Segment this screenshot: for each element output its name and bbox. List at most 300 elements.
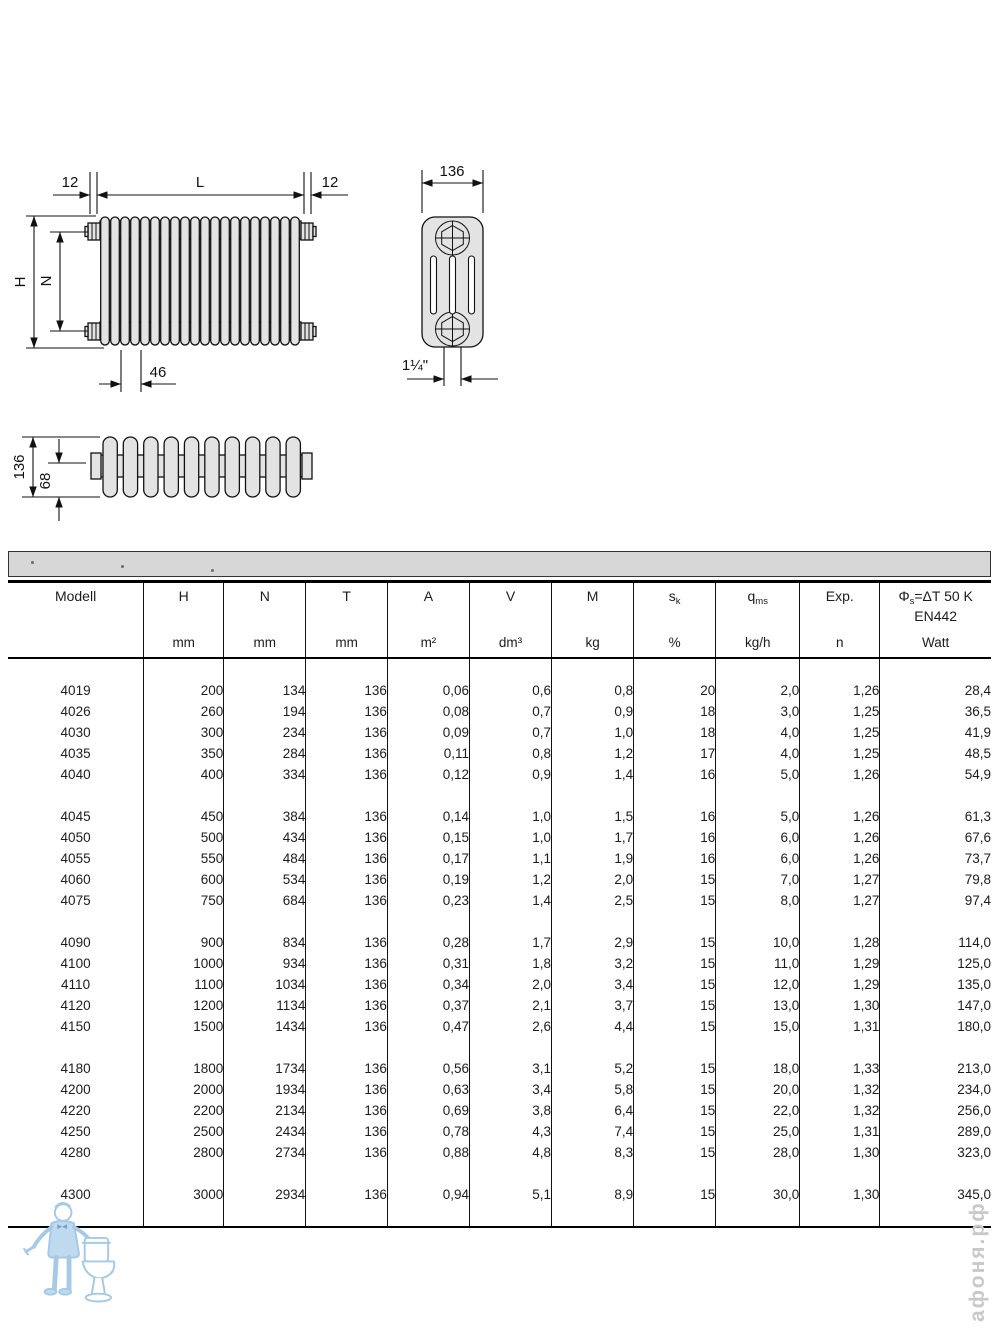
- value-cell: 0,09: [387, 722, 469, 743]
- spacer-cell: [634, 1205, 716, 1227]
- value-cell: 136: [306, 1184, 388, 1205]
- value-cell: 136: [306, 1100, 388, 1121]
- value-cell: 15: [634, 1121, 716, 1142]
- spacer-cell: [880, 1037, 991, 1058]
- spacer-cell: [144, 658, 224, 680]
- table-row-model-4150: [8, 1016, 991, 1037]
- value-cell: 1,32: [800, 1100, 880, 1121]
- model-cell: 4300: [60, 1187, 91, 1202]
- radiator-front-view: [12, 172, 348, 392]
- column-header-8: $q_{ms}$ kg/h: [716, 582, 800, 659]
- value-cell: 48,5: [880, 743, 991, 764]
- model-cell: 4055: [60, 851, 91, 866]
- spacer-cell: [469, 911, 551, 932]
- value-cell: 15: [634, 995, 716, 1016]
- header-row: [8, 582, 991, 659]
- value-cell: 323,0: [880, 1142, 991, 1163]
- value-cell: 136: [306, 953, 388, 974]
- value-cell: 15: [634, 1184, 716, 1205]
- dim-label-nipple-distance: N: [38, 275, 55, 287]
- value-cell: 67,6: [880, 827, 991, 848]
- spacer-cell: [634, 785, 716, 806]
- value-cell: 13,0: [716, 995, 800, 1016]
- value-cell: 1,26: [800, 680, 880, 701]
- value-cell: 4,0: [716, 722, 800, 743]
- spacer-cell: [144, 785, 224, 806]
- value-cell: 684: [224, 890, 306, 911]
- value-cell: 289,0: [880, 1121, 991, 1142]
- value-cell: 1,30: [800, 995, 880, 1016]
- model-cell: 4100: [60, 956, 91, 971]
- value-cell: 1,7: [469, 932, 551, 953]
- value-cell: 3,2: [552, 953, 634, 974]
- radiator-side-view: [402, 163, 498, 386]
- value-cell: 2,5: [552, 890, 634, 911]
- value-cell: 1,1: [469, 848, 551, 869]
- value-cell: 3,0: [716, 701, 800, 722]
- table-row-model-4030: [8, 722, 991, 743]
- spacer-cell: [800, 1037, 880, 1058]
- value-cell: 3,7: [552, 995, 634, 1016]
- value-cell: 5,1: [469, 1184, 551, 1205]
- value-cell: 15: [634, 1058, 716, 1079]
- spacer-row: [8, 911, 991, 932]
- value-cell: 2434: [224, 1121, 306, 1142]
- value-cell: 1,28: [800, 932, 880, 953]
- spacer-cell: [306, 1163, 388, 1184]
- value-cell: 234: [224, 722, 306, 743]
- model-cell: 4120: [60, 998, 91, 1013]
- value-cell: 5,0: [716, 806, 800, 827]
- value-cell: 3,4: [552, 974, 634, 995]
- table-row-model-4019: [8, 680, 991, 701]
- spacer-cell: [716, 911, 800, 932]
- spacer-row: [8, 1163, 991, 1184]
- model-cell: 4220: [60, 1103, 91, 1118]
- model-cell: 4030: [60, 725, 91, 740]
- model-cell: 4090: [60, 935, 91, 950]
- value-cell: 4,3: [469, 1121, 551, 1142]
- value-cell: 22,0: [716, 1100, 800, 1121]
- spacer-cell: [634, 911, 716, 932]
- table-title-banner: [8, 551, 991, 577]
- table-row-model-4055: [8, 848, 991, 869]
- model-cell: 4250: [60, 1124, 91, 1139]
- site-watermark-text: афоня.рф: [966, 1201, 989, 1322]
- dim-label-margin-right: 12: [321, 174, 339, 191]
- spacer-cell: [552, 911, 634, 932]
- table-row-model-4040: [8, 764, 991, 785]
- value-cell: 136: [306, 1079, 388, 1100]
- value-cell: 1,8: [469, 953, 551, 974]
- value-cell: 2500: [144, 1121, 224, 1142]
- column-header-1: H mm: [144, 582, 224, 659]
- value-cell: 1934: [224, 1079, 306, 1100]
- value-cell: 1,27: [800, 869, 880, 890]
- spacer-cell: [144, 1037, 224, 1058]
- value-cell: 256,0: [880, 1100, 991, 1121]
- spacer-cell: [306, 911, 388, 932]
- value-cell: 450: [144, 806, 224, 827]
- value-cell: 1,25: [800, 701, 880, 722]
- value-cell: 18,0: [716, 1058, 800, 1079]
- spacer-cell: [387, 1205, 469, 1227]
- value-cell: 15: [634, 1100, 716, 1121]
- spacer-cell: [469, 1163, 551, 1184]
- value-cell: 61,3: [880, 806, 991, 827]
- spec-table: [8, 580, 991, 1228]
- value-cell: 284: [224, 743, 306, 764]
- value-cell: 147,0: [880, 995, 991, 1016]
- value-cell: 6,4: [552, 1100, 634, 1121]
- spacer-row: [8, 1037, 991, 1058]
- value-cell: 3,1: [469, 1058, 551, 1079]
- value-cell: 125,0: [880, 953, 991, 974]
- value-cell: 180,0: [880, 1016, 991, 1037]
- value-cell: 16: [634, 827, 716, 848]
- column-header-5: V dm³: [469, 582, 551, 659]
- value-cell: 1,30: [800, 1184, 880, 1205]
- value-cell: 17: [634, 743, 716, 764]
- value-cell: 300: [144, 722, 224, 743]
- spacer-cell: [144, 1163, 224, 1184]
- dim-label-hub-depth: 68: [37, 472, 54, 490]
- table-row-model-4110: [8, 974, 991, 995]
- value-cell: 18: [634, 722, 716, 743]
- value-cell: 484: [224, 848, 306, 869]
- value-cell: 25,0: [716, 1121, 800, 1142]
- spacer-cell: [8, 658, 144, 680]
- table-row-model-4100: [8, 953, 991, 974]
- value-cell: 1,0: [469, 806, 551, 827]
- spacer-cell: [880, 785, 991, 806]
- value-cell: 0,9: [469, 764, 551, 785]
- value-cell: 2800: [144, 1142, 224, 1163]
- spacer-cell: [716, 1205, 800, 1227]
- value-cell: 4,8: [469, 1142, 551, 1163]
- value-cell: 1100: [144, 974, 224, 995]
- spacer-cell: [716, 1037, 800, 1058]
- spacer-cell: [634, 658, 716, 680]
- table-row-model-4120: [8, 995, 991, 1016]
- value-cell: 136: [306, 701, 388, 722]
- value-cell: 1,4: [552, 764, 634, 785]
- value-cell: 0,69: [387, 1100, 469, 1121]
- value-cell: 0,28: [387, 932, 469, 953]
- dim-label-height: H: [12, 276, 29, 288]
- value-cell: 36,5: [880, 701, 991, 722]
- value-cell: 0,34: [387, 974, 469, 995]
- plumber-watermark: [6, 1192, 134, 1324]
- value-cell: 136: [306, 743, 388, 764]
- value-cell: 28,0: [716, 1142, 800, 1163]
- model-cell: 4280: [60, 1145, 91, 1160]
- spacer-cell: [8, 785, 144, 806]
- value-cell: 0,11: [387, 743, 469, 764]
- value-cell: 1134: [224, 995, 306, 1016]
- value-cell: 10,0: [716, 932, 800, 953]
- table-row-model-4045: [8, 806, 991, 827]
- table-row-model-4280: [8, 1142, 991, 1163]
- value-cell: 6,0: [716, 827, 800, 848]
- model-cell: 4180: [60, 1061, 91, 1076]
- value-cell: 2,0: [469, 974, 551, 995]
- column-header-2: N mm: [224, 582, 306, 659]
- value-cell: 11,0: [716, 953, 800, 974]
- spacer-cell: [387, 785, 469, 806]
- value-cell: 0,14: [387, 806, 469, 827]
- table-row-model-4090: [8, 932, 991, 953]
- value-cell: 136: [306, 1058, 388, 1079]
- value-cell: 834: [224, 932, 306, 953]
- table-row-model-4035: [8, 743, 991, 764]
- spacer-cell: [224, 658, 306, 680]
- spacer-cell: [716, 658, 800, 680]
- value-cell: 1,5: [552, 806, 634, 827]
- faded-mark: [31, 561, 34, 564]
- value-cell: 1,7: [552, 827, 634, 848]
- spacer-cell: [8, 911, 144, 932]
- value-cell: 15: [634, 974, 716, 995]
- value-cell: 1,26: [800, 764, 880, 785]
- value-cell: 0,47: [387, 1016, 469, 1037]
- value-cell: 0,78: [387, 1121, 469, 1142]
- value-cell: 2,0: [716, 680, 800, 701]
- value-cell: 136: [306, 848, 388, 869]
- value-cell: 134: [224, 680, 306, 701]
- value-cell: 79,8: [880, 869, 991, 890]
- spacer-cell: [224, 1205, 306, 1227]
- value-cell: 0,06: [387, 680, 469, 701]
- value-cell: 2934: [224, 1184, 306, 1205]
- spacer-cell: [800, 658, 880, 680]
- dim-label-margin-left: 12: [61, 174, 79, 191]
- spacer-cell: [387, 1037, 469, 1058]
- spacer-cell: [800, 1205, 880, 1227]
- value-cell: 2200: [144, 1100, 224, 1121]
- value-cell: 1,29: [800, 953, 880, 974]
- spacer-cell: [8, 1037, 144, 1058]
- value-cell: 434: [224, 827, 306, 848]
- value-cell: 41,9: [880, 722, 991, 743]
- faded-mark: [211, 569, 214, 572]
- value-cell: 136: [306, 1142, 388, 1163]
- value-cell: 2734: [224, 1142, 306, 1163]
- value-cell: 350: [144, 743, 224, 764]
- spacer-cell: [880, 658, 991, 680]
- value-cell: 1000: [144, 953, 224, 974]
- model-cell: 4200: [60, 1082, 91, 1097]
- spacer-cell: [387, 658, 469, 680]
- column-header-4: A m²: [387, 582, 469, 659]
- spacer-cell: [880, 1163, 991, 1184]
- table-row-model-4200: [8, 1079, 991, 1100]
- value-cell: 0,63: [387, 1079, 469, 1100]
- model-cell: 4019: [60, 683, 91, 698]
- value-cell: 7,4: [552, 1121, 634, 1142]
- spacer-cell: [716, 785, 800, 806]
- spacer-cell: [880, 911, 991, 932]
- model-cell: 4050: [60, 830, 91, 845]
- dim-label-section-pitch: 46: [149, 364, 167, 381]
- model-cell: 4026: [60, 704, 91, 719]
- value-cell: 334: [224, 764, 306, 785]
- spacer-cell: [552, 1037, 634, 1058]
- value-cell: 54,9: [880, 764, 991, 785]
- spacer-cell: [552, 785, 634, 806]
- spacer-cell: [224, 911, 306, 932]
- value-cell: 1,4: [469, 890, 551, 911]
- value-cell: 1,33: [800, 1058, 880, 1079]
- column-header-9: Exp. n: [800, 582, 880, 659]
- spacer-row: [8, 1205, 991, 1227]
- spacer-cell: [800, 785, 880, 806]
- value-cell: 28,4: [880, 680, 991, 701]
- table-row-model-4300: [8, 1184, 991, 1205]
- value-cell: 0,6: [469, 680, 551, 701]
- value-cell: 1,27: [800, 890, 880, 911]
- value-cell: 15,0: [716, 1016, 800, 1037]
- value-cell: 6,0: [716, 848, 800, 869]
- model-cell: 4045: [60, 809, 91, 824]
- spacer-cell: [634, 1037, 716, 1058]
- value-cell: 0,37: [387, 995, 469, 1016]
- spec-table-header: [8, 582, 991, 659]
- value-cell: 900: [144, 932, 224, 953]
- column-header-6: M kg: [552, 582, 634, 659]
- value-cell: 97,4: [880, 890, 991, 911]
- value-cell: 1034: [224, 974, 306, 995]
- value-cell: 3,4: [469, 1079, 551, 1100]
- spacer-cell: [469, 1205, 551, 1227]
- spacer-cell: [800, 911, 880, 932]
- spacer-cell: [716, 1163, 800, 1184]
- value-cell: 1,29: [800, 974, 880, 995]
- value-cell: 194: [224, 701, 306, 722]
- value-cell: 135,0: [880, 974, 991, 995]
- value-cell: 136: [306, 890, 388, 911]
- value-cell: 1,0: [552, 722, 634, 743]
- value-cell: 2,1: [469, 995, 551, 1016]
- value-cell: 2000: [144, 1079, 224, 1100]
- value-cell: 136: [306, 974, 388, 995]
- value-cell: 20,0: [716, 1079, 800, 1100]
- value-cell: 2,6: [469, 1016, 551, 1037]
- value-cell: 2134: [224, 1100, 306, 1121]
- column-header-0: Modell: [8, 582, 144, 659]
- dim-label-connection-size: 1¼": [401, 357, 429, 374]
- spacer-cell: [8, 1163, 144, 1184]
- value-cell: 5,8: [552, 1079, 634, 1100]
- value-cell: 15: [634, 932, 716, 953]
- value-cell: 4,4: [552, 1016, 634, 1037]
- value-cell: 0,08: [387, 701, 469, 722]
- value-cell: 0,7: [469, 701, 551, 722]
- value-cell: 1200: [144, 995, 224, 1016]
- value-cell: 1,2: [469, 869, 551, 890]
- value-cell: 345,0: [880, 1184, 991, 1205]
- value-cell: 15: [634, 1016, 716, 1037]
- value-cell: 1500: [144, 1016, 224, 1037]
- table-row-model-4220: [8, 1100, 991, 1121]
- spacer-cell: [552, 1163, 634, 1184]
- value-cell: 1,32: [800, 1079, 880, 1100]
- dim-label-length: L: [195, 174, 205, 191]
- value-cell: 0,12: [387, 764, 469, 785]
- table-row-model-4075: [8, 890, 991, 911]
- value-cell: 1,31: [800, 1121, 880, 1142]
- value-cell: 0,8: [552, 680, 634, 701]
- value-cell: 8,3: [552, 1142, 634, 1163]
- value-cell: 73,7: [880, 848, 991, 869]
- value-cell: 15: [634, 1142, 716, 1163]
- value-cell: 136: [306, 1016, 388, 1037]
- spacer-cell: [552, 658, 634, 680]
- spacer-cell: [306, 658, 388, 680]
- spacer-cell: [800, 1163, 880, 1184]
- spacer-cell: [469, 658, 551, 680]
- value-cell: 15: [634, 890, 716, 911]
- value-cell: 1,26: [800, 827, 880, 848]
- value-cell: 534: [224, 869, 306, 890]
- table-row-model-4050: [8, 827, 991, 848]
- spacer-cell: [306, 1205, 388, 1227]
- value-cell: 0,23: [387, 890, 469, 911]
- value-cell: 1734: [224, 1058, 306, 1079]
- value-cell: 0,9: [552, 701, 634, 722]
- value-cell: 1,25: [800, 743, 880, 764]
- value-cell: 15: [634, 953, 716, 974]
- value-cell: 16: [634, 806, 716, 827]
- value-cell: 0,8: [469, 743, 551, 764]
- value-cell: 2,0: [552, 869, 634, 890]
- value-cell: 0,31: [387, 953, 469, 974]
- value-cell: 550: [144, 848, 224, 869]
- faded-mark: [121, 565, 124, 568]
- value-cell: 114,0: [880, 932, 991, 953]
- value-cell: 234,0: [880, 1079, 991, 1100]
- value-cell: 136: [306, 827, 388, 848]
- spacer-cell: [144, 1205, 224, 1227]
- value-cell: 7,0: [716, 869, 800, 890]
- spacer-cell: [224, 785, 306, 806]
- table-row-model-4250: [8, 1121, 991, 1142]
- value-cell: 30,0: [716, 1184, 800, 1205]
- value-cell: 934: [224, 953, 306, 974]
- value-cell: 16: [634, 764, 716, 785]
- spacer-row: [8, 658, 991, 680]
- value-cell: 1800: [144, 1058, 224, 1079]
- value-cell: 136: [306, 680, 388, 701]
- value-cell: 3,8: [469, 1100, 551, 1121]
- value-cell: 1,0: [469, 827, 551, 848]
- model-cell: 4040: [60, 767, 91, 782]
- value-cell: 15: [634, 1079, 716, 1100]
- value-cell: 1,25: [800, 722, 880, 743]
- value-cell: 1434: [224, 1016, 306, 1037]
- value-cell: 136: [306, 995, 388, 1016]
- value-cell: 136: [306, 764, 388, 785]
- dim-label-top-depth: 136: [11, 454, 28, 480]
- table-row-model-4180: [8, 1058, 991, 1079]
- value-cell: 12,0: [716, 974, 800, 995]
- radiator-top-view: [11, 437, 312, 521]
- value-cell: 5,2: [552, 1058, 634, 1079]
- value-cell: 1,30: [800, 1142, 880, 1163]
- value-cell: 136: [306, 722, 388, 743]
- value-cell: 0,15: [387, 827, 469, 848]
- value-cell: 213,0: [880, 1058, 991, 1079]
